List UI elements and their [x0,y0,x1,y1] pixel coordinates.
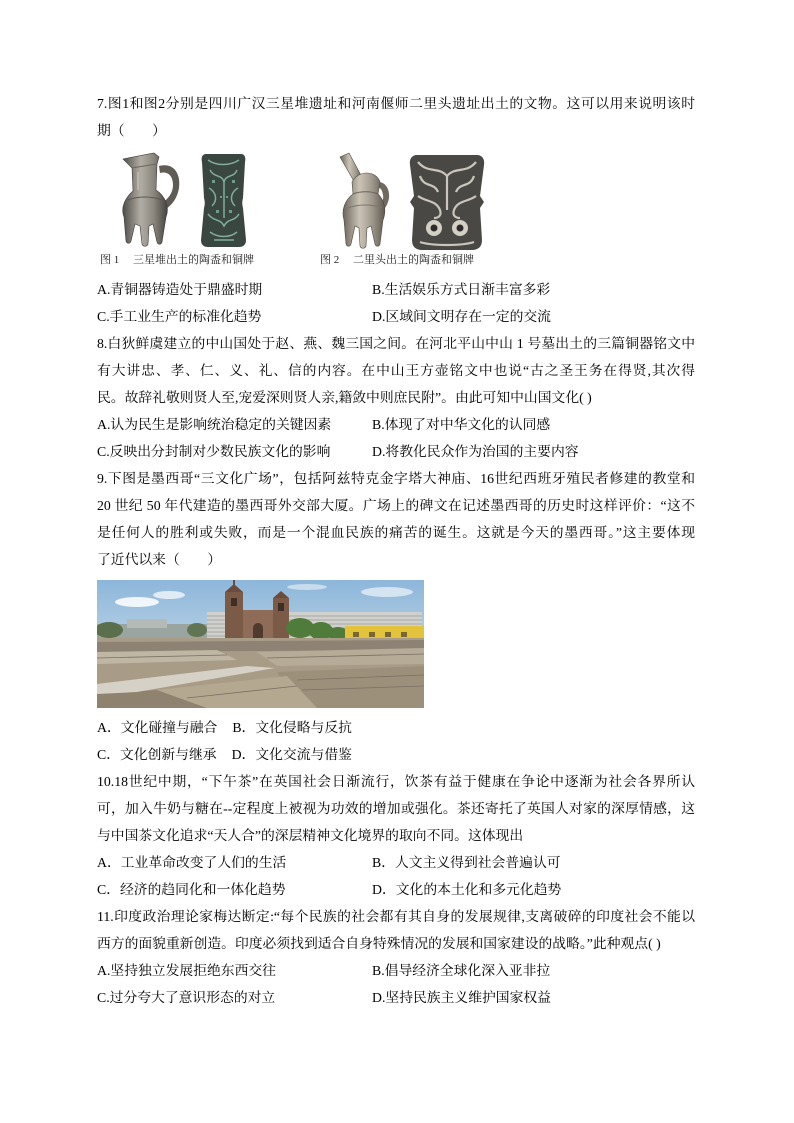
question-8-options-row-2 [97,438,695,465]
question-8-stem-line-3: 民。故辞礼敬则贤人至,宠爱深则贤人亲,籍敛中则庶民附”。由此可知中山国文化( ) [97,390,592,405]
question-9-options-row-2 [97,741,695,768]
question-9-option-b: B．文化侵略与反抗 [232,720,352,735]
question-10-option-a: A．工业革命改变了人们的生活 [97,855,287,870]
question-9-stem-line-2: 20 世纪 50 年代建造的墨西哥外交部大厦。广场上的碑文在记述墨西哥的历史时这样评价：“这不 [97,498,695,513]
question-7-option-d: D.区域间文明存在一定的交流 [372,309,551,324]
question-7-options-row-1 [97,276,695,303]
figure-1-bronze-plaque-image [200,152,247,248]
question-11-stem-line-1: 11.印度政治理论家梅达断定:“每个民族的社会都有其自身的发展规律,支离破碎的印度社会不能以 [97,909,695,924]
question-7-stem-line-2: 期（ ） [97,123,166,138]
question-11-stem-line-2: 西方的面貌重新创造。印度必须找到适合自身特殊情况的发展和国家建设的战略。”此种观点( ) [97,936,661,951]
question-9-option-d: D．文化交流与借鉴 [231,747,352,762]
question-9 [97,465,695,768]
question-8 [97,330,695,465]
question-8-stem-line-2: 有大讲忠、孝、仁、义、礼、信的内容。在中山王方壶铭文中也说“古之圣王务在得贤,其次得 [97,363,695,378]
question-10-options-row-1 [97,849,695,876]
question-10-option-c: C．经济的趋同化和一体化趋势 [97,882,286,897]
question-7-figures [97,144,695,276]
question-7-option-c: C.手工业生产的标准化趋势 [97,309,262,324]
question-9-options-row-1 [97,714,695,741]
question-8-option-d: D.将教化民众作为治国的主要内容 [372,444,579,459]
question-11-options-row-2 [97,984,695,1011]
three-cultures-plaza-photo [97,580,424,708]
question-10-stem-line-2: 可，加入牛奶与糖在--定程度上被视为功效的增加或强化。茶还寄托了英国人对家的深厚情感，这 [97,801,695,816]
question-9-stem-line-3: 是任何人的胜利或失败，而是一个混血民族的痛苦的诞生。这就是今天的墨西哥。”这主要体现 [97,525,695,540]
question-10-option-b: B．人文主义得到社会普遍认可 [372,855,561,870]
question-10-options-row-2 [97,876,695,903]
question-10-stem-line-3: 与中国茶文化追求“天人合”的深层精神文化境界的取向不同。这体现出 [97,828,524,843]
question-list [97,90,695,1011]
question-7-option-a: A.青铜器铸造处于鼎盛时期 [97,282,263,297]
question-8-option-c: C.反映出分封制对少数民族文化的影响 [97,444,331,459]
question-10 [97,768,695,903]
aztec-ruins [97,638,424,708]
question-9-stem-line-4: 了近代以来（ ） [97,552,222,567]
question-9-option-a: A．文化碰撞与融合 [97,720,218,735]
question-11-option-b: B.倡导经济全球化深入亚非拉 [372,963,551,978]
question-7-option-b: B.生活娱乐方式日渐丰富多彩 [372,282,551,297]
question-8-stem-line-1: 8.白狄鲜虞建立的中山国处于赵、燕、魏三国之间。在河北平山中山 1 号墓出土的三篇铜器铭文中 [97,336,695,351]
question-11-option-c: C.过分夸大了意识形态的对立 [97,990,276,1005]
question-7-stem-line-1: 7.图1和图2分别是四川广汉三星堆遗址和河南偃师二里头遗址出土的文物。这可以用来说明该时 [97,96,695,111]
question-8-options-row-1 [97,411,695,438]
jug-body [343,173,385,248]
figure-2-bronze-plaque-image [408,152,486,252]
question-11-options-row-1 [97,957,695,984]
figure-2-caption: 图 2 二里头出土的陶盉和铜牌 [320,254,474,266]
question-7-options-row-2 [97,303,695,330]
figure-2-pottery-jug-image [338,152,390,250]
question-9-option-c: C．文化创新与继承 [97,747,217,762]
question-8-option-b: B.体现了对中华文化的认同感 [372,417,551,432]
question-10-option-d: D．文化的本土化和多元化趋势 [372,882,562,897]
question-10-stem-line-1: 10.18世纪中期，“下午茶”在英国社会日渐流行，饮茶有益于健康在争论中逐渐为社会各界所认 [97,774,695,789]
question-11-option-a: A.坚持独立发展拒绝东西交往 [97,963,276,978]
figure-1-caption: 图 1 三星堆出土的陶盉和铜牌 [100,254,254,266]
figure-1-pottery-jug-image [118,152,182,248]
question-9-figure [97,573,695,714]
question-11 [97,903,695,1011]
question-9-stem-line-1: 9.下图是墨西哥“三文化广场”，包括阿兹特克金字塔大神庙、16世纪西班牙殖民者修建的教堂和 [97,471,695,486]
question-8-option-a: A.认为民生是影响统治稳定的关键因素 [97,417,332,432]
question-7 [97,90,695,330]
question-11-option-d: D.坚持民族主义维护国家权益 [372,990,551,1005]
